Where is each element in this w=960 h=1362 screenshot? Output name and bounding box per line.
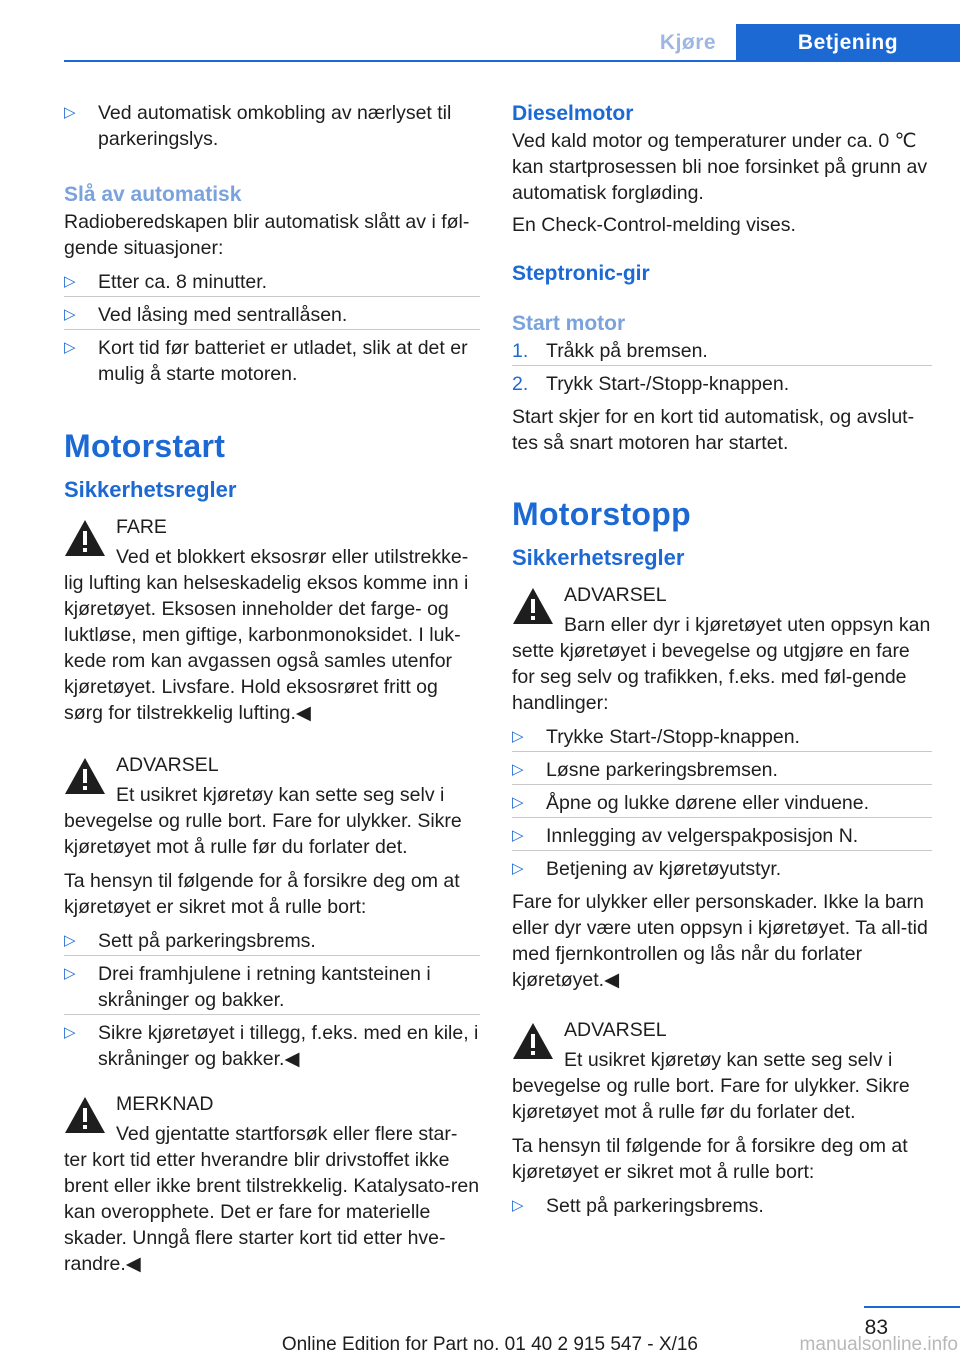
auto-switch-list [64,100,480,153]
safety-heading: Sikkerhetsregler [64,477,237,502]
watermark-text[interactable]: manualsonline.info [799,1334,958,1355]
list-item [512,784,932,817]
secure-vehicle-list [512,1193,932,1220]
step-number: 2. [512,373,529,395]
diesel-text-2: En Check-Control-melding vises. [512,214,796,236]
list-item-text: Sett på parkeringsbrems. [98,930,316,952]
diesel-heading: Dieselmotor [512,102,634,125]
list-item [64,100,480,153]
list-item-text: Etter ca. 8 minutter. [98,271,268,293]
list-item [64,955,480,1014]
triangle-bullet-icon: ▷ [512,827,524,844]
list-item [512,338,932,365]
start-motor-heading: Start motor [512,312,626,335]
list-item-text: Åpne og lukke dørene eller vinduene. [546,792,870,814]
list-item-text: Trykk Start-/Stopp-knappen. [546,373,790,395]
safety-heading: Sikkerhetsregler [512,545,685,570]
right-column [512,100,932,1220]
list-item [512,365,932,398]
page-number: 83 [864,1316,888,1339]
list-item-text: Ved automatisk omkobling av nærlyset til parkeringslys. [98,102,452,150]
edition-text: Online Edition for Part no. 01 40 2 915 547 - X/16 [281,1334,698,1355]
warning-triangle-icon [64,518,106,558]
warning-label: FARE [116,516,167,538]
warning-followup: Ta hensyn til følgende for å forsikre deg om at kjøretøyet er sikret mot å rulle bort: [512,1135,908,1183]
chapter-title-motorstopp: Motorstopp [512,496,691,532]
list-item [64,296,480,329]
list-item [512,751,932,784]
list-item-text: Drei framhjulene i retning kantsteinen i skråninger og bakker. [98,963,431,1011]
triangle-bullet-icon: ▷ [512,860,524,877]
warning-text: Et usikret kjøretøy kan sette seg selv i bevegelse og rulle bort. Fare for ulykker. Sikre kjøretøyet mot å rulle før du forlater det. [64,784,462,858]
list-item [512,1193,932,1220]
triangle-bullet-icon: ▷ [512,794,524,811]
triangle-bullet-icon: ▷ [64,965,76,982]
note-label: MERKNAD [116,1093,214,1115]
warning-fare [64,504,480,726]
section-intro: Radioberedskapen blir automatisk slått av i føl-gende situasjoner: [64,211,470,259]
left-column [64,100,480,1277]
triangle-bullet-icon: ▷ [512,1197,524,1214]
secure-vehicle-list [64,928,480,1073]
warning-triangle-icon [64,756,106,796]
list-item-text: Ved låsing med sentrallåsen. [98,304,348,326]
triangle-bullet-icon: ▷ [512,761,524,778]
header-rule [64,60,960,62]
warning-text: Ved et blokkert eksosrør eller utilstrekke-lig lufting kan helseskadelig eksos komme inn i kjøretøyet. Eksosen inneholder det farge- og luktløse, men giftige, karbonmonoksidet. I luk-kede rom kan avgassen også samles utenfor kjøretøyet. Livsfare. Hold eksosrøret fritt og sørg for tilstrekkelig lufting.◀ [64,546,469,724]
warning-triangle-icon [64,1095,106,1135]
list-item-text: Løsne parkeringsbremsen. [546,759,778,781]
list-item [512,724,932,751]
warning-label: ADVARSEL [116,754,219,776]
warning-advarsel-rolling [512,1007,932,1125]
list-item-text: Innlegging av velgerspakposisjon N. [546,825,859,847]
list-item-text: Sett på parkeringsbrems. [546,1195,764,1217]
warning-advarsel [64,742,480,860]
start-steps-list [512,338,932,398]
warning-advarsel-children [512,572,932,716]
warning-triangle-icon [512,1021,554,1061]
tab-kjore[interactable]: Kjøre [659,31,717,54]
triangle-bullet-icon: ▷ [64,1024,76,1041]
tab-betjening[interactable]: Betjening [736,24,960,62]
list-item [512,850,932,883]
list-item [64,329,480,388]
list-item-text: Trykke Start-/Stopp-knappen. [546,726,800,748]
triangle-bullet-icon: ▷ [64,339,76,356]
list-item-text: Betjening av kjøretøyutstyr. [546,858,782,880]
triangle-bullet-icon: ▷ [64,104,76,121]
start-motor-text: Start skjer for en kort tid automatisk, og avslut-tes så snart motoren har startet. [512,406,915,454]
warning-label: ADVARSEL [564,1019,667,1041]
chapter-title-motorstart: Motorstart [64,428,226,464]
list-item [64,269,480,296]
triangle-bullet-icon: ▷ [64,273,76,290]
sla-av-list [64,269,480,388]
list-item [64,1014,480,1073]
note-merknad [64,1081,480,1277]
list-item-text: Kort tid før batteriet er utladet, slik at det er mulig å starte motoren. [98,337,468,385]
step-number: 1. [512,340,529,362]
warning-followup: Ta hensyn til følgende for å forsikre deg om at kjøretøyet er sikret mot å rulle bort: [64,870,460,918]
list-item-text: Tråkk på bremsen. [546,340,708,362]
warning-followup: Fare for ulykker eller personskader. Ikke la barn eller dyr være uten oppsyn i kjøretøyet. Ta all-tid med fjernkontrollen og lås når du forlater kjøretøyet.◀ [512,891,928,991]
warning-triangle-icon [512,586,554,626]
steptronic-heading: Steptronic-gir [512,262,650,285]
list-item [64,928,480,955]
diesel-text: Ved kald motor og temperaturer under ca. 0 ℃ kan startprosessen bli noe forsinket på grunn av automatisk forgløding. [512,130,928,204]
triangle-bullet-icon: ▷ [512,728,524,745]
risky-actions-list [512,724,932,883]
note-text: Ved gjentatte startforsøk eller flere star-ter kort tid etter hverandre blir drivstoffet ikke brent eller ikke brent tilstrekkelig. Katalysato-ren kan overopphete. Det er fare for materielle skader. Unngå flere starter kort tid etter hve-randre.◀ [64,1123,480,1275]
section-heading-sla-av: Slå av automatisk [64,183,242,206]
warning-label: ADVARSEL [564,584,667,606]
list-item-text: Sikre kjøretøyet i tillegg, f.eks. med en kile, i skråninger og bakker.◀ [98,1022,479,1070]
list-item [512,817,932,850]
triangle-bullet-icon: ▷ [64,306,76,323]
warning-text: Et usikret kjøretøy kan sette seg selv i bevegelse og rulle bort. Fare for ulykker. Sikre kjøretøyet mot å rulle før du forlater det. [512,1049,910,1123]
triangle-bullet-icon: ▷ [64,932,76,949]
warning-text: Barn eller dyr i kjøretøyet uten oppsyn kan sette kjøretøyet i bevegelse og utgjøre en fare for seg selv og trafikken, f.eks. med føl-gende handlinger: [512,614,931,714]
footer-rule [864,1306,960,1308]
